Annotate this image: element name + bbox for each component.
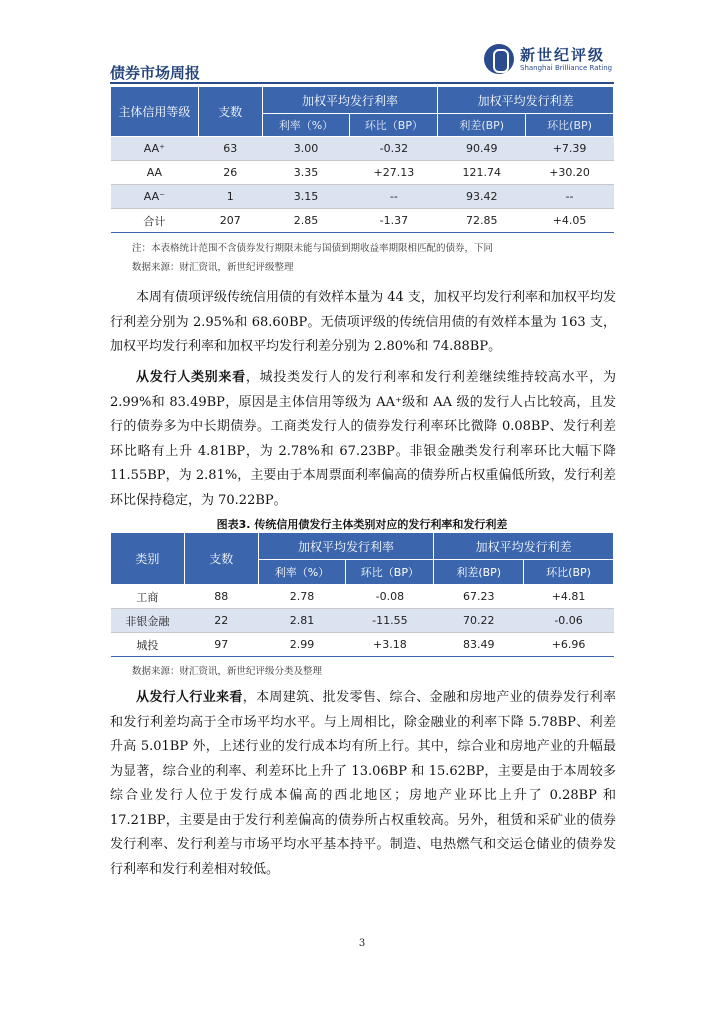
cell-rating: AA <box>111 161 199 185</box>
cell-rating: AA⁺ <box>111 137 199 161</box>
page-number: 3 <box>358 938 366 949</box>
table-row <box>111 137 614 161</box>
sub-header-rate-change: 环比（BP） <box>346 560 434 585</box>
cell-spread: 70.22 <box>434 609 524 633</box>
sub-header-spread-change: 环比(BP) <box>524 560 614 585</box>
cell-rate-change: -- <box>350 185 438 209</box>
table-row <box>111 585 614 609</box>
cell-spread-change: -0.06 <box>524 609 614 633</box>
col-header-rating: 主体信用等级 <box>111 87 199 137</box>
paragraph-issuer-type <box>110 366 616 513</box>
cell-type: 城投 <box>111 633 185 657</box>
table-row <box>111 609 614 633</box>
table1-note: 注：本表格统计范围不含债券发行期限未能与国债到期收益率期限相匹配的债券，下同 <box>132 243 494 254</box>
cell-rate-change: +27.13 <box>350 161 438 185</box>
cell-type: 非银金融 <box>111 609 185 633</box>
cell-rate: 2.81 <box>258 609 346 633</box>
cell-rate: 2.85 <box>262 209 350 233</box>
cell-spread-change: +4.05 <box>526 209 614 233</box>
cell-spread-change: +7.39 <box>526 137 614 161</box>
table-row <box>111 185 614 209</box>
group-header-rate: 加权平均发行利率 <box>262 87 438 114</box>
paragraph-text: ，城投类发行人的发行利率和发行利差继续维持较高水平，为 2.99%和 83.49BP，原因是主体信用等级为 AA⁺级和 AA 级的发行人占比较高，且发行的债券多为中长期债券。工商类发行人的债券发行利率环比微降 0.08BP、发行利差环比略有上升 4.81BP，为 2.78%和 67.23BP。非银金融类发行利率环比大幅下降 11.55BP，为 2.81%，主要由于本周票面利率偏高的债券所占权重偏低所致，发行利差环比保持稳定，为 70.22BP。 <box>110 370 616 508</box>
cell-spread: 67.23 <box>434 585 524 609</box>
header-divider <box>110 82 614 84</box>
cell-rate: 3.35 <box>262 161 350 185</box>
issuer-type-table <box>110 532 614 657</box>
page-header <box>110 40 614 84</box>
cell-count: 26 <box>198 161 262 185</box>
cell-spread: 83.49 <box>434 633 524 657</box>
sub-header-spread: 利差(BP) <box>434 560 524 585</box>
cell-rate: 3.15 <box>262 185 350 209</box>
cell-spread: 93.42 <box>438 185 526 209</box>
group-header-spread: 加权平均发行利差 <box>438 87 614 114</box>
col-header-count: 支数 <box>198 87 262 137</box>
paragraph-industry <box>110 686 616 882</box>
cell-rate-change: -0.08 <box>346 585 434 609</box>
cell-rating: AA⁻ <box>111 185 199 209</box>
table-row <box>111 633 614 657</box>
cell-rate-change: -11.55 <box>346 609 434 633</box>
sub-header-spread-change: 环比(BP) <box>526 114 614 137</box>
cell-spread: 121.74 <box>438 161 526 185</box>
paragraph-text: ，本周建筑、批发零售、综合、金融和房地产业的债券发行利率和发行利差均高于全市场平均水平。与上周相比，除金融业的利率下降 5.78BP、利差升高 5.01BP 外，上述行业的发行成本均有所上行。其中，综合业和房地产业的升幅最为显著，综合业的利率、利差环比上升了 13.06BP 和 15.62BP，主要是由于本周较多综合业发行人位于发行成本偏高的西北地区；房地产业环比上升了 0.28BP 和 17.21BP，主要是由于发行利差偏高的债券所占权重较高。另外，租赁和采矿业的债券发行利率、发行利差与市场平均水平基本持平。制造、电热燃气和交运仓储业的债券发行利率和发行利差相对较低。 <box>110 690 616 877</box>
table-row-total <box>111 209 614 233</box>
logo-emblem-icon <box>484 44 514 74</box>
company-logo <box>484 42 614 80</box>
sub-header-rate: 利率（%） <box>258 560 346 585</box>
cell-type: 工商 <box>111 585 185 609</box>
cell-rate-change: +3.18 <box>346 633 434 657</box>
paragraph-lead: 从发行人行业来看 <box>136 690 243 705</box>
cell-count: 22 <box>184 609 258 633</box>
table-row <box>111 161 614 185</box>
cell-rate-change: -1.37 <box>350 209 438 233</box>
group-header-spread: 加权平均发行利差 <box>434 533 614 560</box>
logo-chinese-name: 新世纪评级 <box>520 46 606 64</box>
logo-english-name: Shanghai Brilliance Rating <box>520 64 613 72</box>
table2-source: 数据来源：财汇资讯，新世纪评级分类及整理 <box>132 666 323 677</box>
cell-spread-change: +4.81 <box>524 585 614 609</box>
cell-spread: 72.85 <box>438 209 526 233</box>
cell-spread-change: +6.96 <box>524 633 614 657</box>
cell-count: 207 <box>198 209 262 233</box>
cell-rating: 合计 <box>111 209 199 233</box>
sub-header-rate: 利率（%） <box>262 114 350 137</box>
cell-rate-change: -0.32 <box>350 137 438 161</box>
cell-count: 1 <box>198 185 262 209</box>
cell-spread-change: +30.20 <box>526 161 614 185</box>
cell-spread: 90.49 <box>438 137 526 161</box>
report-title: 债券市场周报 <box>110 64 201 82</box>
table1-source: 数据来源：财汇资讯，新世纪评级整理 <box>132 262 294 273</box>
cell-rate: 2.78 <box>258 585 346 609</box>
group-header-rate: 加权平均发行利率 <box>258 533 434 560</box>
cell-count: 63 <box>198 137 262 161</box>
paragraph-sample-size: 本周有债项评级传统信用债的有效样本量为 44 支，加权平均发行利率和加权平均发行利差分别为 2.95%和 68.60BP。无债项评级的传统信用债的有效样本量为 163 支，加权平均发行利率和加权平均发行利差分别为 2.80%和 74.88BP。 <box>110 290 616 354</box>
col-header-type: 类别 <box>111 533 185 585</box>
cell-rate: 2.99 <box>258 633 346 657</box>
cell-count: 97 <box>184 633 258 657</box>
col-header-count: 支数 <box>184 533 258 585</box>
sub-header-spread: 利差(BP) <box>438 114 526 137</box>
cell-rate: 3.00 <box>262 137 350 161</box>
paragraph-lead: 从发行人类别来看 <box>136 370 246 385</box>
cell-count: 88 <box>184 585 258 609</box>
rating-table <box>110 86 614 233</box>
figure-caption: 图表3. 传统信用债发行主体类别对应的发行利率和发行利差 <box>216 518 508 531</box>
sub-header-rate-change: 环比（BP） <box>350 114 438 137</box>
cell-spread-change: -- <box>526 185 614 209</box>
